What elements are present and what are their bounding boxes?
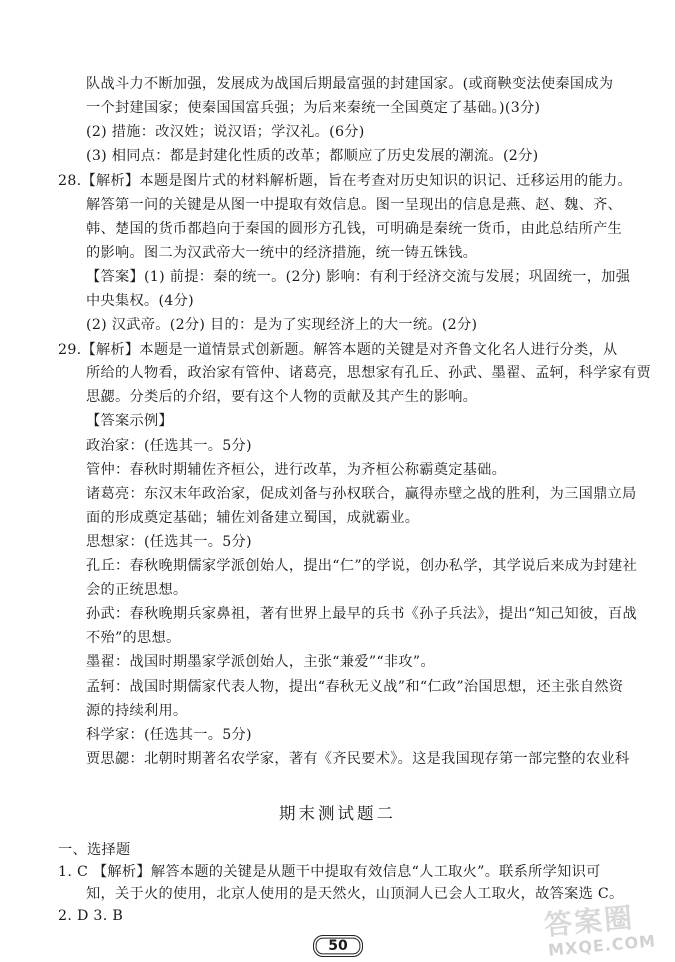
text-line: 不殆”的思想。: [86, 630, 181, 647]
text-line: 孟轲：战国时期儒家代表人物，提出“春秋无义战”和“仁政”治国思想，还主张自然资: [86, 678, 624, 695]
text-line: 会的正统思想。: [86, 582, 188, 599]
text-line: 孔丘：春秋晚期儒家学派创始人，提出“仁”的学说，创办私学，其学说后来成为封建社: [86, 558, 638, 574]
text-line: (3) 相同点：都是封建化性质的改革；都顺应了历史发展的潮流。(2分): [86, 148, 539, 165]
text-line: 中央集权。(4分): [86, 292, 194, 309]
question-29-analysis: 29.【解析】本题是一道情景式创新题。解答本题的关键是对齐鲁文化名人进行分类，从: [58, 342, 618, 359]
question-28-analysis: 28.【解析】本题是图片式的材料解析题，旨在考查对历史知识的识记、迁移运用的能力。: [58, 173, 632, 190]
text-line: 一个封建国家；使秦国国富兵强；为后来秦统一全国奠定了基础。)(3分): [86, 100, 541, 117]
text-line: 源的持续利用。: [86, 702, 188, 719]
watermark-logo: [540, 900, 670, 962]
text-line: 解答第一问的关键是从图一中提取有效信息。图一呈现出的信息是燕、赵、魏、齐、: [86, 196, 623, 213]
text-line: 的影响。图二为汉武帝大一统中的经济措施，统一铸五铢钱。: [86, 244, 478, 261]
text-line: 墨翟：战国时期墨家学派创始人，主张“兼爱”“非攻”。: [86, 654, 435, 671]
watermark-text-top: 答案圈: [542, 901, 636, 942]
text-line: 面的形成奠定基础；辅佐刘备建立蜀国，成就霸业。: [86, 509, 420, 526]
choice-answer-1: 1. C 【解析】解答本题的关键是从题干中提取有效信息“人工取火”。联系所学知识可: [58, 864, 601, 880]
answer-example-heading: 【答案示例】: [86, 413, 173, 430]
text-line: 队战斗力不断加强，发展成为战国后期最富强的封建国家。(或商鞅变法使秦国成为: [86, 76, 614, 92]
text-line: 韩、楚国的货币都趋向于秦国的圆形方孔钱，可明确是秦统一货币，由此总结所产生: [86, 220, 623, 237]
text-line: 贾思勰：北朝时期著名农学家，著有《齐民要术》。这是我国现存第一部完整的农业科: [86, 750, 630, 767]
text-line: (2) 措施：改汉姓；说汉语；学汉礼。(6分): [86, 124, 365, 141]
text-line: (2) 汉武帝。(2分) 目的：是为了实现经济上的大一统。(2分): [86, 317, 478, 333]
multiple-choice-heading: 一、选择题: [58, 842, 131, 858]
text-line: 思勰。分类后的介绍，要有这个人物的贡献及其产生的影响。: [86, 389, 478, 406]
text-line: 孙武：春秋晚期兵家鼻祖，著有世界上最早的兵书《孙子兵法》，提出“知己知彼，百战: [86, 606, 637, 623]
choice-answers-2-3: 2. D 3. B: [58, 908, 124, 924]
category-thinker: 思想家：(任选其一。5分): [86, 533, 252, 550]
watermark-text-bottom: MXQE.COM: [547, 931, 657, 960]
text-line: 知，关于火的使用，北京人使用的是天然火，山顶洞人已会人工取火，故答案选 C。: [86, 886, 624, 902]
text-line: 管仲：春秋时期辅佐齐桓公，进行改革，为齐桓公称霸奠定基础。: [86, 461, 507, 478]
text-line: 诸葛亮：东汉末年政治家，促成刘备与孙权联合，赢得赤壁之战的胜利，为三国鼎立局: [86, 485, 637, 502]
question-28-answer: 【答案】(1) 前提：秦的统一。(2分) 影响：有利于经济交流与发展；巩固统一，加强: [86, 268, 631, 285]
section-title: 期末测试题二: [279, 804, 396, 823]
category-politician: 政治家：(任选其一。5分): [86, 437, 252, 454]
category-scientist: 科学家：(任选其一。5分): [86, 726, 252, 743]
text-line: 所给的人物看，政治家有管仲、诸葛亮，思想家有孔丘、孙武、墨翟、孟轲，科学家有贾: [86, 365, 652, 382]
page-number: 50: [313, 935, 363, 957]
